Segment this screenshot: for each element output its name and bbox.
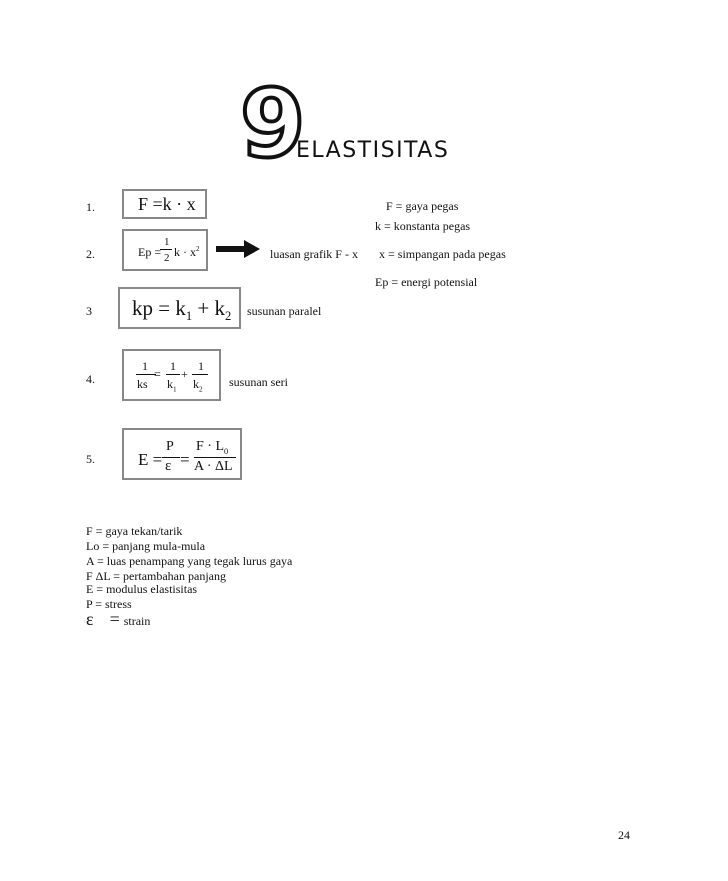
formula-4-d1: ks: [137, 377, 148, 391]
formula-4-n2: 1: [170, 359, 176, 373]
legend-e: E = modulus elastisitas: [86, 582, 198, 596]
note-susunan-seri: susunan seri: [229, 375, 288, 389]
formula-5-n2-sub: 0: [224, 446, 229, 456]
legend-epsilon-symbol: ε: [86, 609, 94, 629]
page-number: 24: [618, 828, 630, 842]
legend-epsilon: [86, 609, 150, 630]
formula-4-line2: [166, 374, 180, 375]
definition-konstanta-pegas: k = konstanta pegas: [375, 219, 471, 233]
formula-1-eq: =: [152, 194, 163, 214]
formula-4-line3: [192, 374, 208, 375]
formula-4-d2: [167, 377, 177, 393]
formula-4-plus: +: [181, 367, 188, 381]
item-number-5: 5.: [86, 452, 95, 466]
formula-3: [132, 296, 231, 324]
formula-3-plus: + k: [192, 296, 225, 320]
legend-p: P = stress: [86, 597, 132, 611]
formula-4-n3: 1: [198, 359, 204, 373]
formula-4-d2-sub: 1: [173, 385, 177, 394]
arrow-head-icon: [244, 240, 260, 258]
formula-box-2: [122, 229, 208, 271]
item-number-2: 2.: [86, 247, 95, 261]
note-susunan-paralel: susunan paralel: [247, 304, 322, 318]
formula-2-rhs-sup: 2: [196, 245, 200, 253]
legend-f: F = gaya tekan/tarik: [86, 524, 183, 538]
formula-2-lhs: Ep =: [138, 245, 162, 259]
definition-gaya-pegas: F = gaya pegas: [386, 199, 459, 213]
formula-5-d2: A · ΔL: [194, 459, 233, 474]
chapter-title: ELASTISITAS: [296, 138, 450, 163]
formula-2-frac-den: 2: [164, 252, 170, 264]
formula-2-rhs-main: k · x: [174, 245, 196, 259]
arrow-right-icon: [216, 246, 244, 252]
formula-5-line2: [194, 457, 236, 458]
definition-simpangan: x = simpangan pada pegas: [379, 247, 506, 261]
formula-4-d3: [193, 377, 203, 393]
item-number-4: 4.: [86, 372, 95, 386]
formula-4-d3-sub: 2: [199, 385, 203, 394]
formula-box-1: [122, 189, 207, 219]
formula-5-n2-main: F · L: [196, 439, 224, 454]
formula-1-lhs: F: [138, 194, 149, 214]
formula-1: [138, 194, 196, 215]
item-number-1: 1.: [86, 200, 95, 214]
formula-5-n1: P: [166, 439, 174, 454]
formula-5-eq: =: [180, 450, 190, 469]
definition-energi-potensial: Ep = energi potensial: [375, 275, 478, 289]
legend-epsilon-text: strain: [123, 614, 151, 628]
formula-1-rhs: k · x: [162, 194, 196, 214]
formula-box-3: [118, 287, 241, 329]
formula-5-d1: ε: [165, 458, 172, 474]
chapter-number: 9: [240, 70, 302, 179]
formula-4-d3-k: k: [193, 377, 199, 391]
formula-3-sub2: 2: [224, 309, 232, 324]
formula-box-4: [122, 349, 221, 401]
legend-lo: Lo = panjang mula-mula: [86, 539, 206, 553]
formula-4-d2-k: k: [167, 377, 173, 391]
formula-4-line1: [136, 374, 156, 375]
formula-2-rhs: [174, 245, 200, 260]
legend-a: A = luas penampang yang tegak lurus gaya: [86, 554, 293, 568]
formula-5-n2: [196, 439, 228, 456]
formula-4-eq: =: [154, 367, 161, 381]
formula-3-sub1: 1: [185, 309, 193, 324]
note-luasan-grafik: luasan grafik F - x: [270, 247, 358, 261]
formula-box-5: [122, 428, 242, 480]
legend-delta-l: F ΔL = pertambahan panjang: [86, 569, 226, 583]
formula-4-n1: 1: [142, 359, 148, 373]
formula-2-frac-line: [160, 249, 172, 250]
formula-5-lhs: E =: [138, 450, 163, 469]
legend-epsilon-eq: =: [109, 609, 120, 629]
item-number-3: 3: [86, 304, 92, 318]
formula-2-frac-num: 1: [164, 236, 170, 248]
formula-3-lhs: kp = k: [132, 296, 186, 320]
